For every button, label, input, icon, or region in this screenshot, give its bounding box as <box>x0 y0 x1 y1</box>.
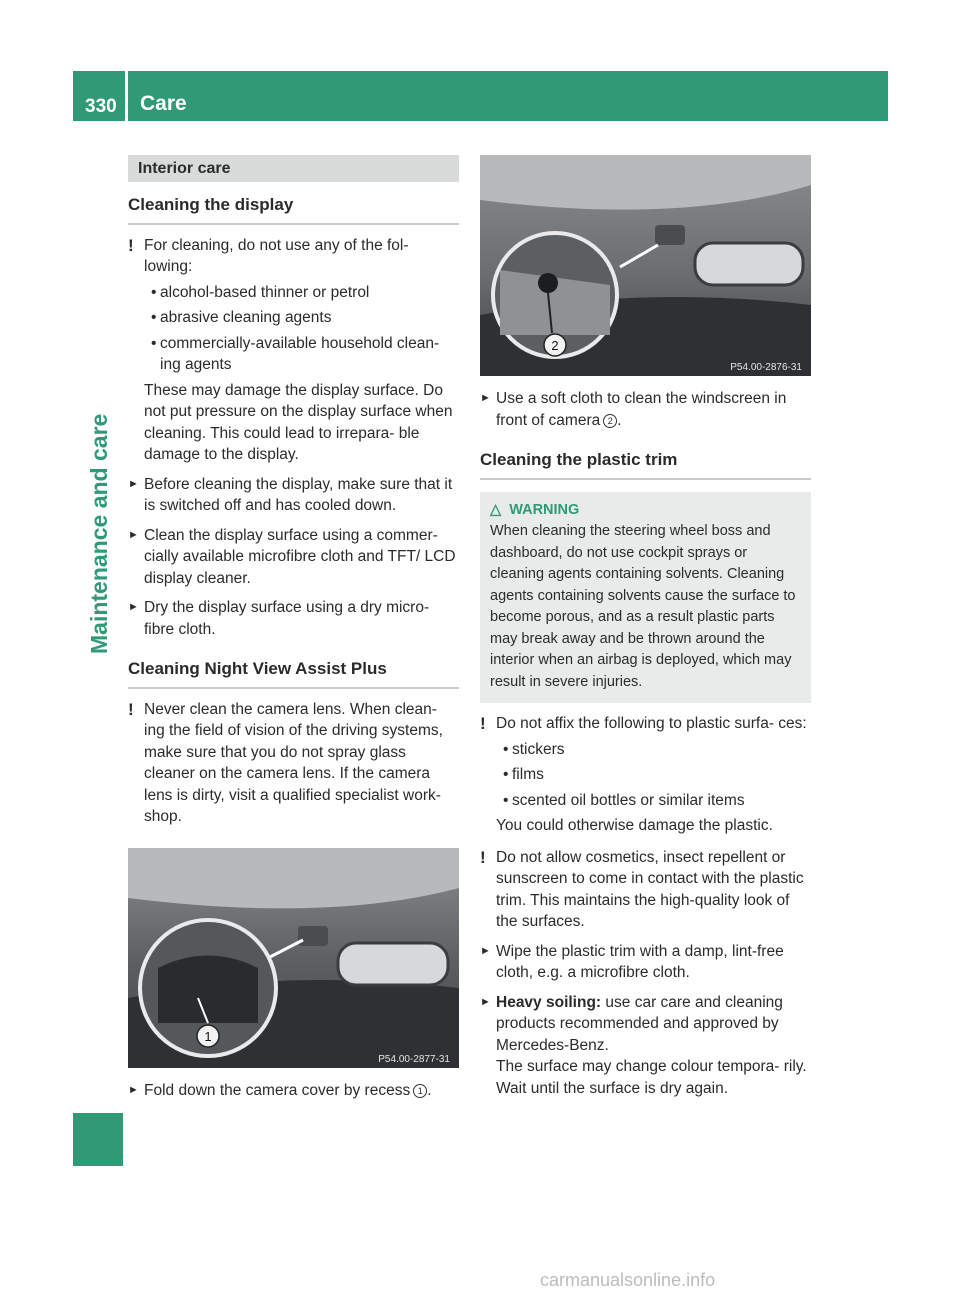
caution-icon: ! <box>480 847 486 867</box>
caution-icon: ! <box>128 235 134 255</box>
reference-marker: 1 <box>413 1084 427 1098</box>
section-title: Care <box>140 92 187 115</box>
camera-cover-photo <box>128 848 459 1068</box>
caution-icon: ! <box>480 714 486 733</box>
interior-care-heading: Interior care <box>128 155 459 182</box>
note-intro: For cleaning, do not use any of the fol- lowing: <box>144 236 409 275</box>
step-item <box>128 525 459 590</box>
night-view-note <box>128 699 459 828</box>
step-item <box>480 941 811 984</box>
step-arrow-icon: ► <box>128 528 139 541</box>
warning-text: When cleaning the steering wheel boss and dashboard, do not use cockpit sprays or cleaning agents containing solvents. Cleaning agents containing solvents cause the surface to become porous, and as a result plastic parts may break away and be thrown around the interior when an airbag is deployed, which may result in severe injuries. <box>490 523 796 690</box>
warning-title-text: WARNING <box>509 501 580 518</box>
list-item: • alcohol-based thinner or petrol <box>144 282 459 304</box>
step-arrow-icon: ► <box>480 392 491 404</box>
step-text: Clean the display surface using a commer- cially available microfibre cloth and TFT/ LCD display cleaner. <box>144 526 456 587</box>
side-tab-marker <box>73 1113 123 1166</box>
step-text: Use a soft cloth to clean the windscreen in front of camera <box>496 390 787 429</box>
camera-windscreen-illustration <box>480 155 811 376</box>
step-item <box>128 597 459 640</box>
step-item <box>128 474 459 517</box>
camera-cover-illustration <box>128 848 459 1068</box>
list-item: • commercially-available household clean- ing agents <box>144 333 459 376</box>
caution-icon: ! <box>128 699 134 719</box>
photo-marker-1: 1 <box>204 1028 212 1044</box>
header-bar <box>73 71 888 121</box>
cleaning-display-heading: Cleaning the display <box>128 194 459 225</box>
side-tab <box>73 127 123 677</box>
step-arrow-icon: ► <box>128 477 139 490</box>
step-arrow-icon: ► <box>128 1083 139 1096</box>
watermark: carmanualsonline.info <box>540 1270 716 1290</box>
note-text: Do not allow cosmetics, insect repellent or sunscreen to come in contact with the plastic trim. This maintains the high-quality look of the surfaces. <box>496 848 804 930</box>
camera-windscreen-photo <box>480 155 811 376</box>
note-intro: Do not affix the following to plastic surfa- ces: <box>496 715 807 732</box>
step-arrow-icon: ► <box>480 944 491 957</box>
step-text: Wipe the plastic trim with a damp, lint-free cloth, e.g. a microfibre cloth. <box>496 942 784 981</box>
step-tail: The surface may change colour tempora- rily. Wait until the surface is dry again. <box>496 1058 807 1097</box>
list-item: • abrasive cleaning agents <box>144 307 459 329</box>
warning-triangle-icon: △ <box>490 501 502 518</box>
list-item: • scented oil bottles or similar items <box>496 790 811 812</box>
display-note <box>128 235 459 466</box>
step-text: Fold down the camera cover by recess <box>144 1081 411 1099</box>
plastic-trim-heading: Cleaning the plastic trim <box>480 449 811 480</box>
note-tail: You could otherwise damage the plastic. <box>496 817 773 834</box>
step-item: ► Use a soft cloth to clean the windscreen in front of camera 2 . <box>480 390 787 429</box>
photo-code: P54.00-2877-31 <box>378 1053 450 1065</box>
warning-title <box>490 500 801 522</box>
plastic-note <box>480 713 811 837</box>
photo-code: P54.00-2876-31 <box>730 362 802 373</box>
step-text: Before cleaning the display, make sure that it is switched off and has cooled down. <box>144 475 453 514</box>
list-item: • stickers <box>496 739 811 761</box>
left-column <box>128 155 459 1101</box>
side-tab-label: Maintenance and care <box>86 413 112 654</box>
reference-marker: 2 <box>603 414 617 428</box>
step-item: ► Fold down the camera cover by recess 1 . <box>128 1080 459 1102</box>
step-text: Dry the display surface using a dry micro- fibre cloth. <box>144 599 430 638</box>
warning-box <box>480 492 811 704</box>
note-text: Never clean the camera lens. When clean- ing the field of vision of the driving systems, make sure that you do not spray glass cleaner on the camera lens. If the camera lens is dirty, visit a qualified specialist work- shop. <box>144 700 443 825</box>
step-arrow-icon: ► <box>128 601 139 613</box>
step-arrow-icon: ► <box>480 995 491 1008</box>
step-bold-label: Heavy soiling: <box>496 993 602 1011</box>
step-item <box>480 992 811 1100</box>
list-item: • films <box>496 764 811 786</box>
night-view-heading: Cleaning Night View Assist Plus <box>128 658 459 689</box>
step-text: use car care and cleaning products recommended and approved by Mercedes-Benz. <box>496 993 783 1054</box>
note-tail: These may damage the display surface. Do not put pressure on the display surface when cleaning. This could lead to irrepara- ble damage to the display. <box>144 381 453 463</box>
header-divider <box>125 71 128 121</box>
cosmetics-note <box>480 847 811 933</box>
photo-marker-2: 2 <box>551 338 559 353</box>
page-number: 330 <box>85 96 117 117</box>
right-column <box>480 155 811 1099</box>
